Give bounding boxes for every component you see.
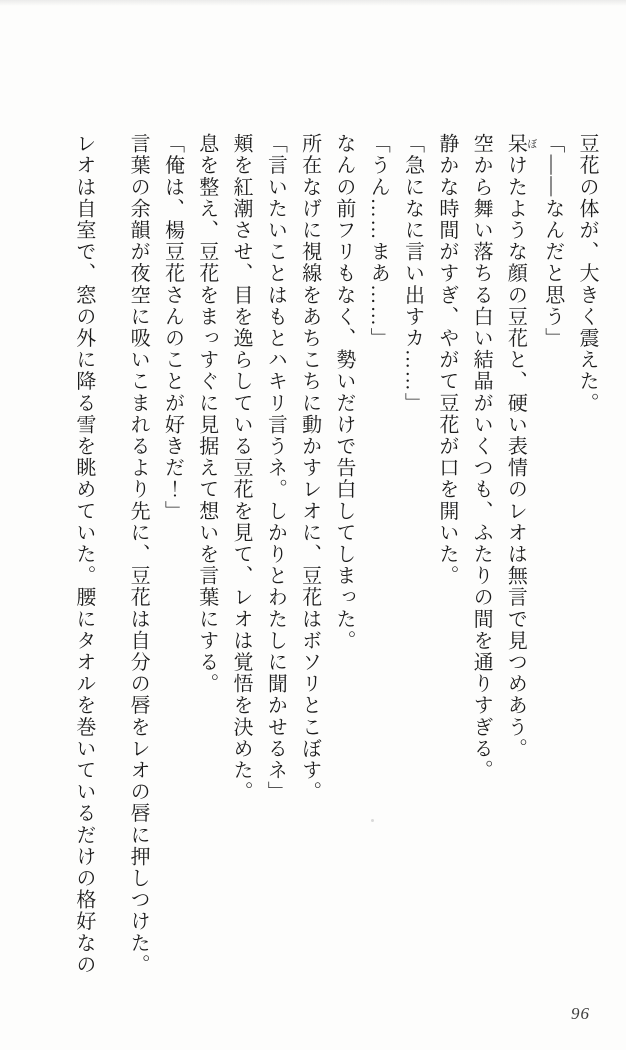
scan-speck	[371, 819, 374, 822]
text-column: 所在なげに視線をあちこちに動かすレオに、豆花はボソリとこぼす。	[298, 133, 321, 803]
page-number: 96	[571, 1004, 590, 1023]
text-column: レオは自室で、窓の外に降る雪を眺めていた。腰にタオルを巻いているだけの格好なの	[72, 133, 95, 976]
scan-edge-shadow	[0, 0, 626, 6]
text-column: 呆ぼけたような顔の豆花と、硬い表情のレオは無言で見つめあう。	[504, 133, 536, 760]
text-column: 息を整え、豆花をまっすぐに見据えて想いを言葉にする。	[195, 133, 218, 695]
text-column: 「俺は、楊豆花さんのことが好きだ！」	[161, 133, 184, 522]
text-column: 「急になに言い出すカ……」	[401, 133, 424, 414]
text-column: 頬を紅潮させ、目を逸らしている豆花を見て、レオは覚悟を決めた。	[230, 133, 253, 803]
text-column: 静かな時間がすぎ、やがて豆花が口を開いた。	[435, 133, 458, 587]
text-column: なんの前フリもなく、勢いだけで告白してしまった。	[332, 133, 355, 652]
text-column: 空から舞い落ちる白い結晶がいくつも、ふたりの間を通りすぎる。	[470, 133, 493, 781]
text-column: 「――なんだと思う」	[541, 133, 564, 349]
text-body	[67, 133, 604, 1005]
text-column: 「うん……まあ……」	[367, 133, 390, 349]
ruby-annotation: 呆ぼ	[504, 133, 536, 155]
text-column: 「言いたいことはもとハキリ言うネ。しかりとわたしに聞かせるネ」	[264, 133, 287, 803]
text-column: 言葉の余韻が夜空に吸いこまれるより先に、豆花は自分の唇をレオの唇に押しつけた。	[127, 133, 150, 976]
text-column: 豆花の体が、大きく震えた。	[576, 133, 598, 414]
